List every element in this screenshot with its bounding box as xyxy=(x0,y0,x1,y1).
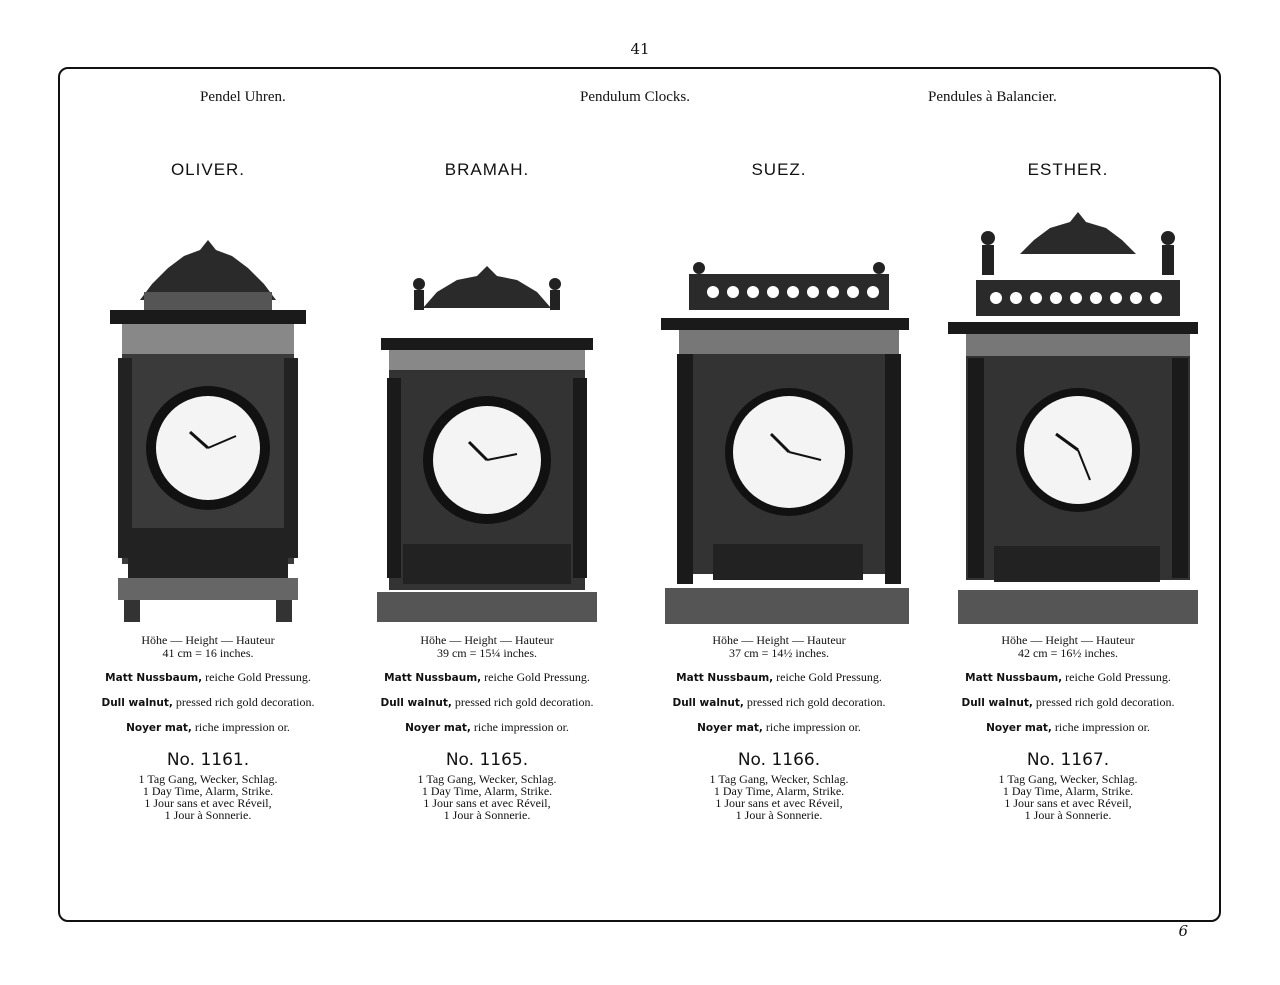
material-french-bold: Noyer mat, xyxy=(405,722,471,734)
feature-4: 1 Jour à Sonnerie. xyxy=(164,808,252,822)
feature-2: 1 Day Time, Alarm, Strike. xyxy=(142,784,274,798)
material-german-text: reiche Gold Pressung. xyxy=(484,670,590,684)
feature-2: 1 Day Time, Alarm, Strike. xyxy=(1002,784,1134,798)
dimension-label: Höhe — Height — Hauteur xyxy=(420,633,554,647)
model-number: No. 1161. xyxy=(166,750,250,770)
esther-clock-illustration xyxy=(938,188,1198,628)
material-french-bold: Noyer mat, xyxy=(126,722,192,734)
feature-3: 1 Jour sans et avec Réveil, xyxy=(715,796,843,810)
material-german-bold: Matt Nussbaum, xyxy=(384,672,482,684)
feature-1: 1 Tag Gang, Wecker, Schlag. xyxy=(998,772,1138,786)
feature-2: 1 Day Time, Alarm, Strike. xyxy=(713,784,845,798)
material-english-text: pressed rich gold decoration. xyxy=(746,695,886,709)
material-french-text: riche impression or. xyxy=(765,720,861,734)
material-french-bold: Noyer mat, xyxy=(697,722,763,734)
dimension-label: Höhe — Height — Hauteur xyxy=(1001,633,1135,647)
material-english-text: pressed rich gold decoration. xyxy=(1035,695,1175,709)
model-number: No. 1166. xyxy=(737,750,821,770)
oliver-clock-illustration xyxy=(88,188,328,628)
feature-4: 1 Jour à Sonnerie. xyxy=(443,808,531,822)
page-number-top: 41 xyxy=(630,40,650,58)
material-german-text: reiche Gold Pressung. xyxy=(205,670,311,684)
header-french: Pendules à Balancier. xyxy=(928,89,1057,105)
material-english xyxy=(68,696,348,710)
material-english xyxy=(639,696,919,710)
material-english xyxy=(928,696,1208,710)
dimension-label: Höhe — Height — Hauteur xyxy=(712,633,846,647)
feature-4: 1 Jour à Sonnerie. xyxy=(1024,808,1112,822)
feature-2: 1 Day Time, Alarm, Strike. xyxy=(421,784,553,798)
model-number: No. 1167. xyxy=(1026,750,1110,770)
bramah-clock-illustration xyxy=(367,188,607,628)
material-french xyxy=(639,721,919,735)
feature-4: 1 Jour à Sonnerie. xyxy=(735,808,823,822)
material-french xyxy=(928,721,1208,735)
material-german xyxy=(347,671,627,685)
dimension-value: 39 cm = 15¼ inches. xyxy=(436,646,538,660)
material-german xyxy=(68,671,348,685)
material-english-bold: Dull walnut, xyxy=(961,697,1033,709)
material-french-bold: Noyer mat, xyxy=(986,722,1052,734)
clock-column-bramah xyxy=(347,160,627,821)
material-german-bold: Matt Nussbaum, xyxy=(105,672,203,684)
material-english-text: pressed rich gold decoration. xyxy=(454,695,594,709)
clock-name: ESTHER. xyxy=(1027,160,1109,179)
dimension-label: Höhe — Height — Hauteur xyxy=(141,633,275,647)
header-english: Pendulum Clocks. xyxy=(580,89,691,105)
clock-column-esther xyxy=(928,160,1208,821)
dimension-value: 37 cm = 14½ inches. xyxy=(728,646,830,660)
material-german xyxy=(928,671,1208,685)
feature-1: 1 Tag Gang, Wecker, Schlag. xyxy=(417,772,557,786)
material-french xyxy=(68,721,348,735)
material-german-bold: Matt Nussbaum, xyxy=(676,672,774,684)
header-german: Pendel Uhren. xyxy=(200,89,286,105)
clock-name: SUEZ. xyxy=(751,160,807,179)
clock-name: BRAMAH. xyxy=(444,160,530,179)
material-german xyxy=(639,671,919,685)
model-number: No. 1165. xyxy=(445,750,529,770)
material-english-bold: Dull walnut, xyxy=(380,697,452,709)
material-french-text: riche impression or. xyxy=(473,720,569,734)
clock-column-suez xyxy=(639,160,919,821)
material-french-text: riche impression or. xyxy=(194,720,290,734)
material-english xyxy=(347,696,627,710)
material-german-bold: Matt Nussbaum, xyxy=(965,672,1063,684)
feature-1: 1 Tag Gang, Wecker, Schlag. xyxy=(709,772,849,786)
clock-column-oliver xyxy=(68,160,348,821)
material-german-text: reiche Gold Pressung. xyxy=(1065,670,1171,684)
material-english-text: pressed rich gold decoration. xyxy=(175,695,315,709)
dimension-value: 41 cm = 16 inches. xyxy=(162,646,254,660)
feature-3: 1 Jour sans et avec Réveil, xyxy=(423,796,551,810)
dimension-value: 42 cm = 16½ inches. xyxy=(1017,646,1119,660)
feature-3: 1 Jour sans et avec Réveil, xyxy=(144,796,272,810)
material-english-bold: Dull walnut, xyxy=(101,697,173,709)
page-number-bottom: 6 xyxy=(1178,922,1188,940)
material-english-bold: Dull walnut, xyxy=(672,697,744,709)
material-french xyxy=(347,721,627,735)
material-french-text: riche impression or. xyxy=(1054,720,1150,734)
material-german-text: reiche Gold Pressung. xyxy=(776,670,882,684)
feature-1: 1 Tag Gang, Wecker, Schlag. xyxy=(138,772,278,786)
feature-3: 1 Jour sans et avec Réveil, xyxy=(1004,796,1132,810)
clock-name: OLIVER. xyxy=(170,160,246,179)
suez-clock-illustration xyxy=(649,188,909,628)
